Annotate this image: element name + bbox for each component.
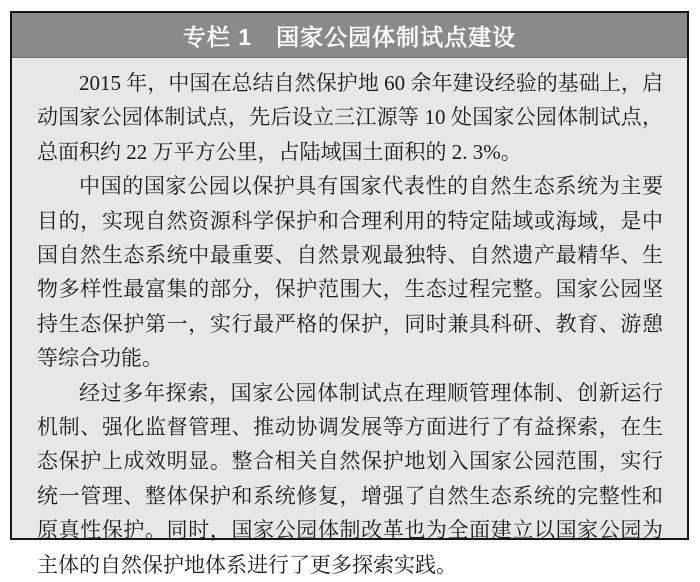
paragraph-reform-results: 经过多年探索，国家公园体制试点在理顺管理体制、创新运行机制、强化监督管理、推动协调发展等方面进行了有益探索，在生态保护上成效明显。整合相关自然保护地划入国家公园范围，实行统一管理、整体保护和系统修复，增强了自然生态系统的完整性和原真性保护。同时，国家公园体制改革也为全面建立以国家公园为主体的自然保护地体系进行了更多探索实践。 — [37, 380, 663, 577]
paragraph-pilot-launch: 2015 年，中国在总结自然保护地 60 余年建设经验的基础上，启动国家公园体制试点，先后设立三江源等 10 处国家公园体制试点，总面积约 22 万平方公里，占陆域国土面积的 2. 3%。 — [37, 71, 663, 164]
paragraph-park-definition: 中国的国家公园以保护具有国家代表性的自然生态系统为主要目的，实现自然资源科学保护和合理利用的特定陆域或海域，是中国自然生态系统中最重要、自然景观最独特、自然遗产最精华、生物多样性最富集的部分，保护范围大，生态过程完整。国家公园坚持生态保护第一，实行最严格的保护，同时兼具科研、教育、游憩等综合功能。 — [37, 174, 663, 371]
panel-header — [12, 13, 687, 58]
panel-title: 专栏 1 国家公园体制试点建设 — [182, 23, 517, 50]
panel-body — [12, 58, 687, 582]
column-panel — [10, 11, 689, 577]
